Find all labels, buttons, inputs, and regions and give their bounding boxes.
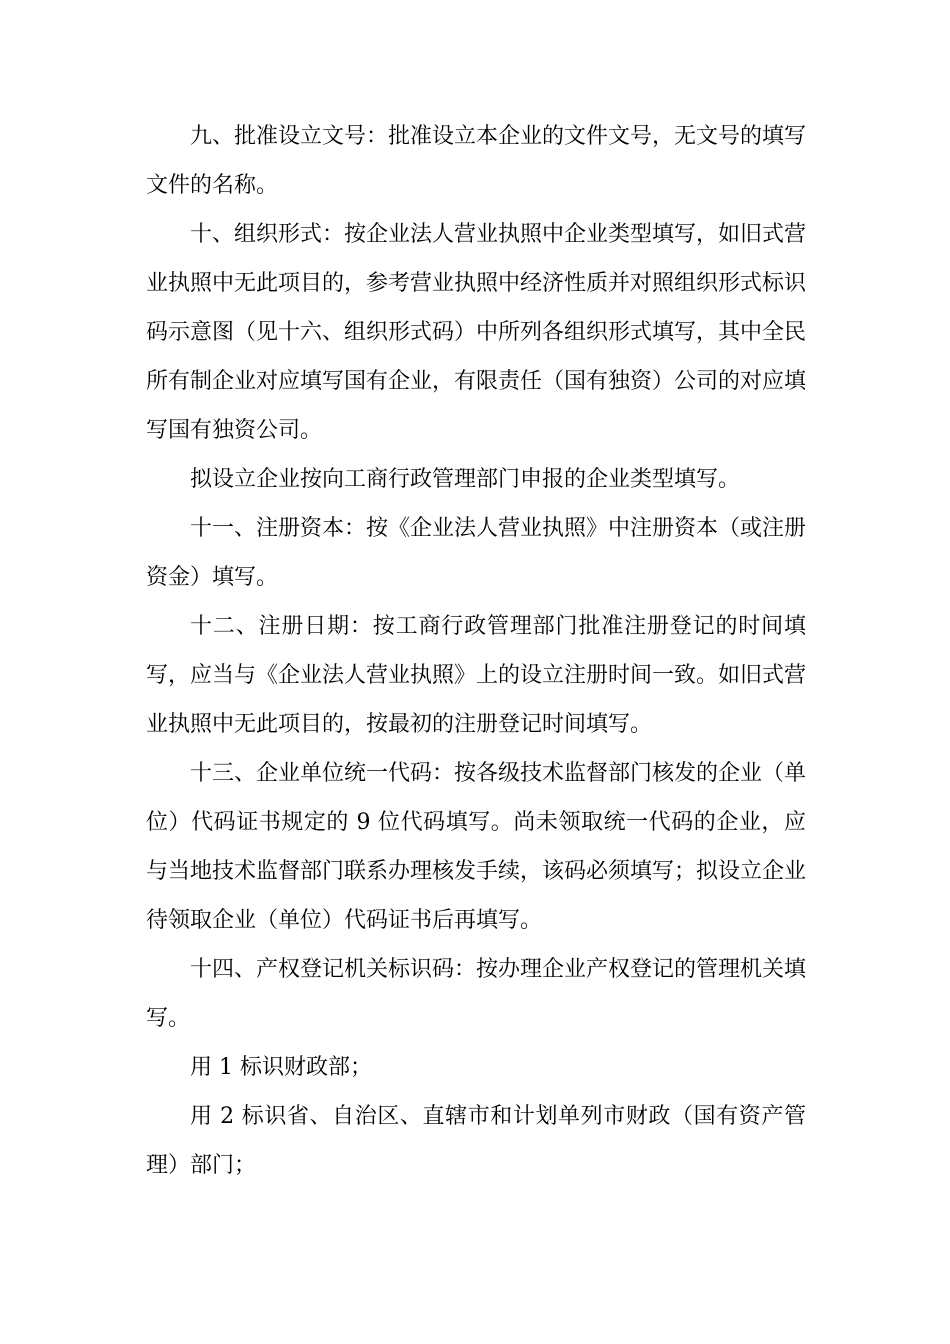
paragraph-new-enterprise-note: 拟设立企业按向工商行政管理部门申报的企业类型填写。 [190,467,741,492]
paragraph-code-2: 用 2 标识省、自治区、直辖市和计划单列市财政（国有资产管理）部门； [146,1104,806,1178]
document-body [146,112,806,1190]
paragraph-item-12: 十二、注册日期：按工商行政管理部门批准注册登记的时间填写，应当与《企业法人营业执照》上的设立注册时间一致。如旧式营业执照中无此项目的，按最初的注册登记时间填写。 [146,614,807,737]
paragraph-code-1: 用 1 标识财政部； [190,1055,372,1080]
paragraph-item-14: 十四、产权登记机关标识码：按办理企业产权登记的管理机关填写。 [146,957,807,1031]
paragraph-item-13: 十三、企业单位统一代码：按各级技术监督部门核发的企业（单位）代码证书规定的 9 位代码填写。尚未领取统一代码的企业，应与当地技术监督部门联系办理核发手续，该码必须填写；拟设立企业待领取企业（单位）代码证书后再填写。 [146,761,807,933]
paragraph-item-9: 九、批准设立文号：批准设立本企业的文件文号，无文号的填写文件的名称。 [146,124,807,198]
paragraph-item-10: 十、组织形式：按企业法人营业执照中企业类型填写，如旧式营业执照中无此项目的，参考营业执照中经济性质并对照组织形式标识码示意图（见十六、组织形式码）中所列各组织形式填写，其中全民所有制企业对应填写国有企业，有限责任（国有独资）公司的对应填写国有独资公司。 [146,222,807,443]
paragraph-item-11: 十一、注册资本：按《企业法人营业执照》中注册资本（或注册资金）填写。 [146,516,807,590]
